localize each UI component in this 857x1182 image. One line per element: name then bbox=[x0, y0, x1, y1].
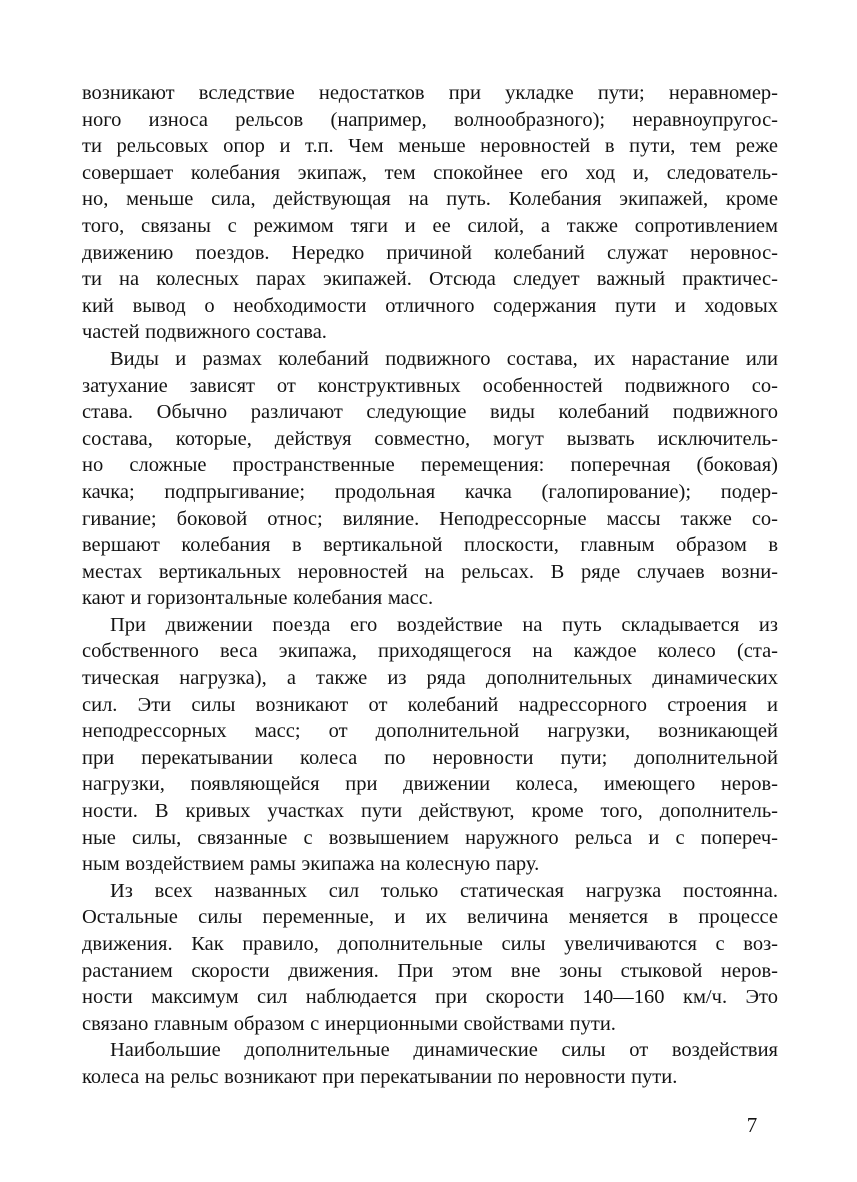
text-line: затухание зависят от конструктивных особенностей подвижного со- bbox=[82, 374, 778, 397]
text-line: колеса на рельс возникают при перекатывании по неровности пути. bbox=[82, 1065, 678, 1088]
paragraph bbox=[82, 878, 778, 1038]
text-line: сил. Эти силы возникают от колебаний надрессорного строения и bbox=[82, 693, 778, 716]
text-line: тическая нагрузка), а также из ряда дополнительных динамических bbox=[82, 667, 778, 690]
text-line: совершает колебания экипаж, тем спокойнее его ход и, следователь- bbox=[82, 161, 778, 184]
text-line: связано главным образом с инерционными свойствами пути. bbox=[82, 1012, 616, 1035]
text-line: движения. Как правило, дополнительные силы увеличиваются с воз- bbox=[82, 933, 778, 955]
text-line: того, связаны с режимом тяги и ее силой, а также сопротивлением bbox=[82, 214, 778, 237]
text-line: нагрузки, появляющейся при движении колеса, имеющего неров- bbox=[82, 773, 778, 796]
text-line: Наибольшие дополнительные динамические силы от воздействия bbox=[110, 1039, 778, 1062]
text-line: ности. В кривых участках пути действуют, кроме того, дополнитель- bbox=[82, 800, 778, 823]
text-line: ные силы, связанные с возвышением наружного рельса и с попереч- bbox=[82, 826, 778, 849]
page-text bbox=[82, 80, 778, 1091]
text-line: ти на колесных парах экипажей. Отсюда следует важный практичес- bbox=[82, 268, 778, 291]
text-line: става. Обычно различают следующие виды колебаний подвижного bbox=[82, 401, 778, 424]
text-line: возникают вследствие недостатков при укладке пути; неравномер- bbox=[82, 82, 778, 104]
text-line: Из всех названных сил только статическая нагрузка постоянна. bbox=[110, 879, 778, 902]
text-line: качка; подпрыгивание; продольная качка (галопирование); подер- bbox=[82, 480, 778, 503]
text-line: при перекатывании колеса по неровности пути; дополнительной bbox=[82, 746, 778, 769]
text-line: ности максимум сил наблюдается при скорости 140—160 км/ч. Это bbox=[82, 986, 778, 1009]
text-line: собственного веса экипажа, приходящегося на каждое колесо (ста- bbox=[82, 640, 778, 663]
text-line: гивание; боковой относ; виляние. Неподрессорные массы также со- bbox=[82, 507, 778, 530]
text-line: но сложные пространственные перемещения: поперечная (боковая) bbox=[82, 454, 778, 477]
text-line: растанием скорости движения. При этом вне зоны стыковой неров- bbox=[82, 959, 778, 982]
page-number: 7 bbox=[746, 1113, 758, 1137]
text-line: Виды и размах колебаний подвижного состава, их нарастание или bbox=[110, 347, 778, 370]
text-line: вершают колебания в вертикальной плоскости, главным образом в bbox=[82, 534, 778, 557]
text-line: ным воздействием рамы экипажа на колесную пару. bbox=[82, 853, 540, 876]
paragraph bbox=[82, 346, 778, 612]
text-line: состава, которые, действуя совместно, могут вызвать исключитель- bbox=[82, 427, 778, 450]
text-line: но, меньше сила, действующая на путь. Колебания экипажей, кроме bbox=[82, 188, 778, 211]
text-line: кают и горизонтальные колебания масс. bbox=[82, 587, 434, 610]
text-line: При движении поезда его воздействие на путь складывается из bbox=[110, 613, 778, 636]
text-line: движению поездов. Нередко причиной колебаний служат неровнос- bbox=[82, 241, 778, 264]
text-line: ти рельсовых опор и т.п. Чем меньше неровностей в пути, тем реже bbox=[82, 135, 778, 158]
text-line: частей подвижного состава. bbox=[82, 321, 327, 344]
text-line: Остальные силы переменные, и их величина меняется в процессе bbox=[82, 906, 778, 929]
text-line: кий вывод о необходимости отличного содержания пути и ходовых bbox=[82, 294, 778, 317]
paragraph bbox=[82, 80, 778, 346]
text-line: местах вертикальных неровностей на рельсах. В ряде случаев возни- bbox=[82, 560, 778, 583]
text-line: неподрессорных масс; от дополнительной нагрузки, возникающей bbox=[82, 720, 778, 743]
text-line: ного износа рельсов (например, волнообразного); неравноупругос- bbox=[82, 108, 778, 131]
paragraph bbox=[82, 1037, 778, 1090]
paragraph bbox=[82, 612, 778, 878]
